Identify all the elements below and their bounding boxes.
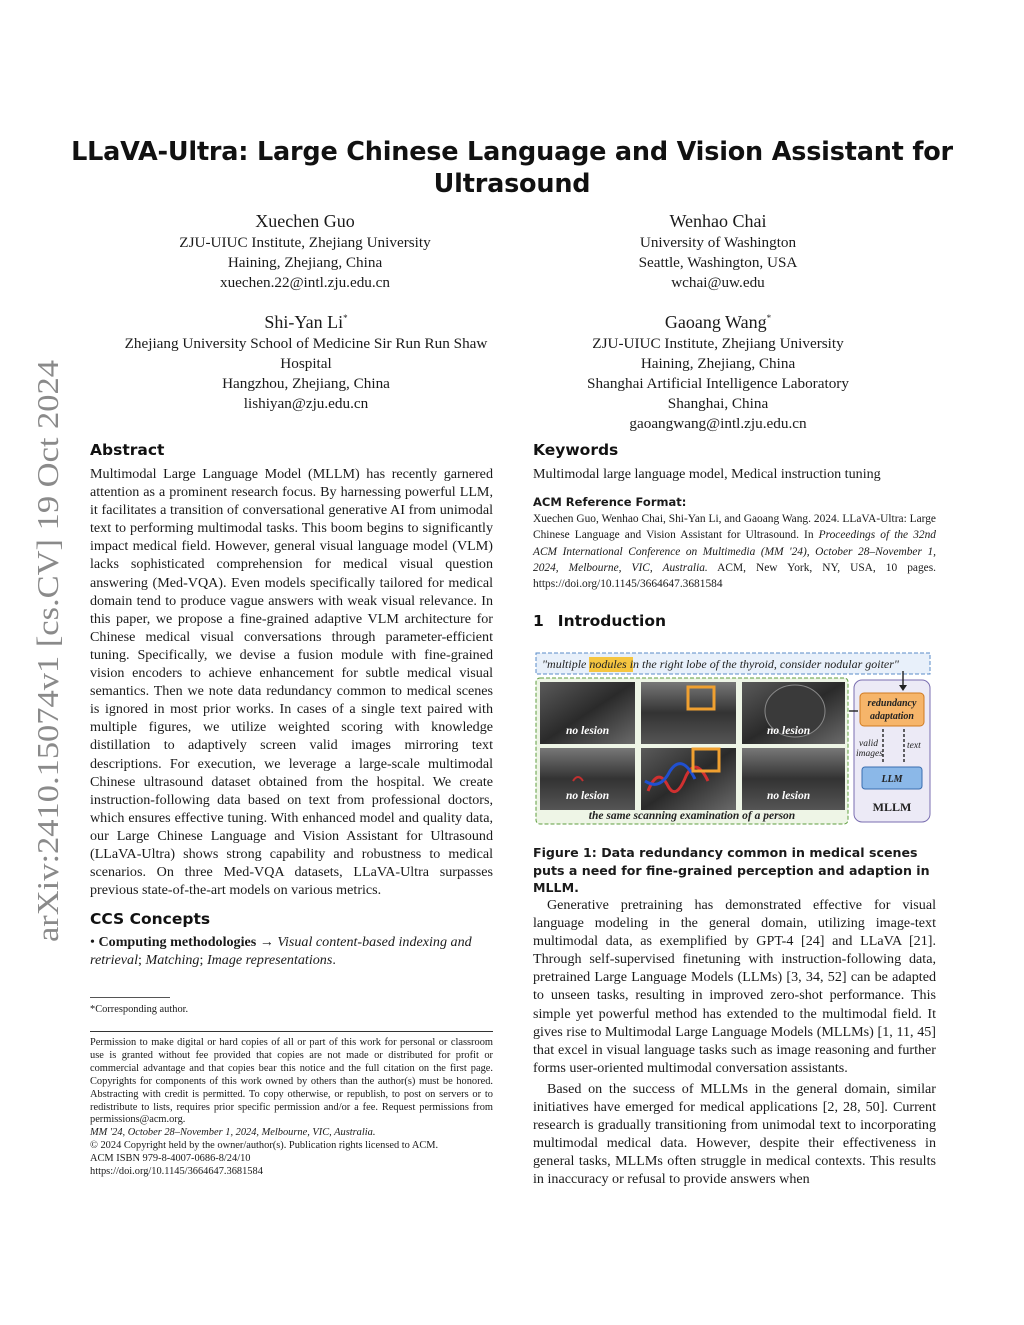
ccs-arrow: → [259, 934, 274, 951]
arxiv-id-text: arXiv:2410.15074v1 [cs.CV] 19 Oct 2024 [30, 418, 65, 942]
images-label: images [856, 749, 883, 759]
right-column-top [533, 441, 936, 592]
author-affiliation-cont: Hospital [280, 355, 332, 372]
author-name: Wenhao Chai [669, 211, 767, 231]
keywords-text: Multimodal large language model, Medical instruction tuning [533, 466, 881, 482]
author-email[interactable]: gaoangwang@intl.zju.edu.cn [629, 415, 807, 432]
intro-heading [533, 612, 666, 630]
author-name: Gaoang Wang* [664, 312, 772, 332]
author-affiliation: ZJU-UIUC Institute, Zhejiang University [592, 335, 844, 352]
figure-caption: Figure 1: Data redundancy common in medical scenes puts a need for fine-grained perception and adaption in MLLM. [533, 845, 930, 895]
author-affiliation: University of Washington [639, 234, 797, 251]
ccs-item: Matching [145, 952, 200, 969]
author-location: Haining, Zhejiang, China [640, 355, 796, 372]
author-location: Seattle, Washington, USA [638, 254, 798, 271]
ccs-sep: ; [138, 952, 146, 969]
venue-line: MM '24, October 28–November 1, 2024, Melbourne, VIC, Australia. [90, 1127, 376, 1139]
mllm-label: MLLM [872, 800, 912, 814]
ccs-sep: . [332, 952, 336, 969]
author-block-3 [100, 307, 512, 414]
section-number: 1 [533, 612, 544, 630]
llm-label: LLM [881, 774, 903, 785]
author-block-4 [533, 307, 903, 434]
ccs-sep: ; [199, 952, 207, 969]
acm-ref-heading: ACM Reference Format: [533, 495, 687, 510]
author-location: Haining, Zhejiang, China [227, 254, 383, 271]
label-no-lesion: no lesion [767, 790, 811, 802]
corresponding-star: * [766, 313, 772, 323]
scan-caption: the same scanning examination of a person [588, 810, 796, 822]
author-affiliation-2: Shanghai Artificial Intelligence Laboratory [587, 375, 849, 392]
ccs-bullet: • [90, 934, 95, 951]
label-no-lesion: no lesion [566, 790, 610, 802]
author-name: Xuechen Guo [255, 211, 355, 231]
adaptation-label: adaptation [870, 711, 914, 722]
permission-rule [90, 1031, 493, 1032]
author-email[interactable]: xuechen.22@intl.zju.edu.cn [219, 274, 391, 291]
author-affiliation: Zhejiang University School of Medicine Sir Run Run Shaw [124, 335, 488, 352]
acm-ref-part: Xuechen Guo, Wenhao Chai, Shi-Yan Li, and Gaoang Wang. 2024. LLaVA-Ultra: Large Chinese Language and Vision Assistant for Ultrasound. In [533, 513, 936, 542]
valid-label: valid [859, 739, 878, 749]
ccs-item: Visual content-based indexing and retrieval [90, 934, 472, 969]
quote-text: "multiple nodules in the right lobe of the thyroid, consider nodular goiter" [542, 657, 899, 671]
arxiv-identifier [8, 355, 68, 945]
abstract-text: Multimodal Large Language Model (MLLM) has recently garnered attention as a prominent research focus. By harnessing powerful LLM, it facilitates a transition of conversational generative AI from unimodal text to performing multimodal tasks. This boom begins to significantly impact medical field. However, general visual language model (VLM) lacks sophisticated comprehension for medical visual question answering (Med-VQA). Even models specifically tailored for medical domain tend to produce vague answers with weak visual relevance. In this paper, we propose a fine-grained adaptive VLM architecture for Chinese medical visual conversations through parameter-efficient tuning. Specifically, we devise a fusion module with fine-grained vision encoders to achieve enhancement for subtle medical visual semantics. Then we note data redundancy common to medical scenes is ignored in most prior works. In cases of a single text paired with multiple figures, we utilize weighted scoring with knowledge distillation to adaptively screen valid images mirroring text descriptions. For execution, we leverage a large-scale multimodal Chinese ultrasound dataset obtained from the hospital. We create instruction-following data based on text from professional doctors, which ensures effective tuning. With enhanced model and quality data, our Large Chinese Language and Vision Assistant for Ultrasound (LLaVA-Ultra) shows strong capability and robustness to medical scenarios. On three Med-VQA datasets, LLaVA-Ultra surpasses previous state-of-the-art models on various metrics. [90, 466, 493, 899]
permission-text: Permission to make digital or hard copies of all or part of this work for personal or classroom use is granted without fee provided that copies are not made or distributed for profit or commercial advantage and that copies bear this notice and the full citation on the first page. Copyrights for components of this work owned by others than the author(s) must be honored. Abstracting with credit is permitted. To copy otherwise, or republish, to post on servers or to redistribute to lists, requires prior specific permission and/or a fee. Request permissions from permissions@acm.org. [90, 1037, 493, 1126]
author-email[interactable]: lishiyan@zju.edu.cn [243, 395, 369, 412]
author-affiliation: ZJU-UIUC Institute, Zhejiang University [179, 234, 431, 251]
label-no-lesion: no lesion [767, 725, 811, 737]
left-column [90, 441, 493, 969]
permission-block [90, 1037, 493, 1179]
author-block-2 [533, 210, 903, 293]
doi-line[interactable]: https://doi.org/10.1145/3664647.3681584 [90, 1166, 263, 1178]
ccs-concepts [90, 933, 493, 969]
acm-ref-text [533, 511, 936, 592]
intro-paragraph-2: Based on the success of MLLMs in the general domain, similar initiatives have emerged for medical applications [2, 28, 50]. Current research is gradually transitioning from unimodal text to incorporating multimodal medical data. However, despite their effectiveness in general tasks, MLLMs often struggle in medical contexts. This results in inaccuracy or refusal to provide answers when [533, 1080, 936, 1188]
intro-body [533, 896, 936, 1189]
keywords-heading: Keywords [533, 441, 619, 459]
acm-ref-part: ACM, New York, NY, USA, 10 pages. https://doi.org/10.1145/3664647.3681584 [533, 561, 936, 590]
label-no-lesion: no lesion [566, 725, 610, 737]
figure-1 [533, 651, 936, 826]
author-name: Shi-Yan Li* [264, 312, 348, 332]
author-block-1 [120, 210, 490, 293]
author-email[interactable]: wchai@uw.edu [671, 274, 765, 291]
copyright-line: © 2024 Copyright held by the owner/author(s). Publication rights licensed to ACM. [90, 1140, 439, 1152]
corresponding-star: * [343, 313, 348, 323]
footnote: *Corresponding author. [90, 1004, 189, 1015]
intro-paragraph-1: Generative pretraining has demonstrated effective for visual language modeling in the general domain, utilizing image-text multimodal data, as exemplified by GPT-4 [24] and LLaVA [21]. Through self-supervised finetuning with instruction-following data, pretrained Large Language Models (LLMs) [3, 34, 52] can be adapted to unseen tasks, resulting in improved zero-shot performance. This simple yet powerful method has extended to the multimodal field. It gives rise to Multimodal Large Language Models (MLLMs) [1, 11, 45] that excel in visual language tasks such as image reasoning and further forms user-oriented multimodal conversation assistants. [533, 897, 936, 1076]
paper-title: LLaVA-Ultra: Large Chinese Language and Vision Assistant for Ultrasound [71, 137, 953, 199]
author-location-2: Shanghai, China [667, 395, 769, 412]
isbn-line: ACM ISBN 979-8-4007-0686-8/24/10 [90, 1153, 251, 1165]
abstract-heading: Abstract [90, 441, 165, 459]
author-location: Hangzhou, Zhejiang, China [222, 375, 390, 392]
section-title: Introduction [557, 612, 667, 630]
ccs-heading: CCS Concepts [90, 910, 211, 929]
redundancy-label: redundancy [867, 698, 917, 709]
ccs-main: Computing methodologies [98, 934, 257, 951]
text-label: text [907, 741, 921, 751]
acm-ref-proceedings: Proceedings of the 32nd ACM International Conference on Multimedia (MM '24), October 28–November 1, 2024, Melbourne, VIC, Australia. [533, 529, 936, 574]
footnote-rule [90, 997, 170, 998]
ccs-item: Image representations [206, 952, 333, 969]
